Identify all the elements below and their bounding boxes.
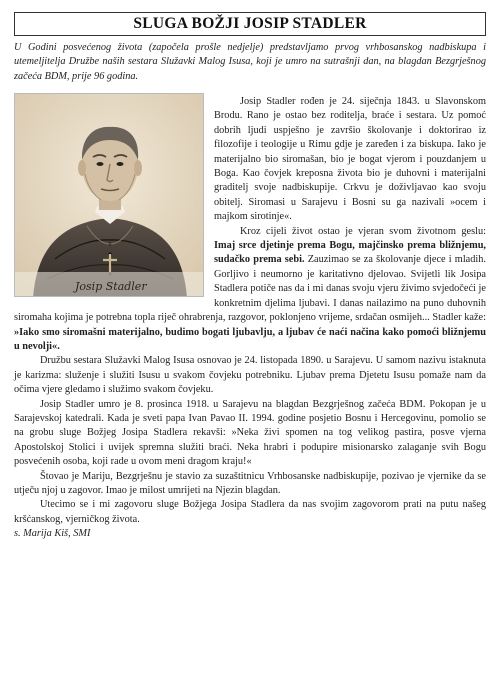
motto: Imaj srce djetinje prema Bogu, majčinsko prema bližnjemu, sudačko prema sebi. xyxy=(214,240,486,266)
paragraph-2-text-a: Kroz cijeli život ostao je vjeran svom životnom geslu: xyxy=(240,225,486,237)
paragraph-5: Štovao je Mariju, Bezgrješnu je stavio za suzaštitnicu Vrhbosanske nadbiskupije, pozivao je vjernike da se utječu njoj u zagovor. Imao je milost umrijeti na Njezin blagdan. xyxy=(14,470,486,496)
paragraph-6: Utecimo se i mi zagovoru sluge Božjega Josipa Stadlera da nas svojim zagovorom prati na putu našeg kršćanskog, vjerničkog života. xyxy=(14,499,486,525)
portrait-signature: Josip Stadler xyxy=(75,280,147,293)
title-box xyxy=(14,12,486,36)
stadler-quote: »Iako smo siromašni materijalno, budimo bogati ljubavlju, a ljubav će naći načina kako pomoći bližnjemu u nevolji«. xyxy=(14,326,486,352)
paragraph-4: Josip Stadler umro je 8. prosinca 1918. u Sarajevu na blagdan Bezgrješnog začeća BDM. Pokopan je u Sarajevskoj katedrali. Kada je sveti papa Ivan Pavao II. 1994. godine posjetio Bosnu i Hercegovinu, pomolio se na grobu sluge Božjeg Josipa Stadlera rekavši: »Neka živi spomen na tog velikog pastira, posve vjerna Apostolskoj Stolici i uvijek spremna služiti braći. Neka hrabri i podupire misionarsko zalaganje svih Bogu posvećenih osoba, koji rade u ovom meni dragom kraju!« xyxy=(14,398,486,468)
paragraph-2-text-b: Zauzimao se za školovanje djece i mladih. Gorljivo i neumorno je karitativno djelovao. Svijetli lik Josipa Stadlera potiče nas da i mi danas svoju vjeru živimo svjedočeći je konkretnim djelima ljubavi. I danas nailazimo na puno duhovnih siromaha kojima je potrebna topla riječ ohrabrenja, razgovor, poklonjeno vrijeme, srdačan osmijeh... Stadler kaže: xyxy=(14,254,486,324)
paragraph-3: Družbu sestara Služavki Malog Isusa osnovao je 24. listopada 1890. u Sarajevu. U samom nazivu istaknuta je karizma: služenje i služiti Isusu u svakom čovjeku potrebniku. Ljubav prema Djetetu Isusu pomaže nam da očima vjere gledamo i služimo svakom čovjeku. xyxy=(14,355,486,396)
article-body xyxy=(14,95,486,542)
paragraph-1: Josip Stadler rođen je 24. siječnja 1843. u Slavonskom Brodu. Rano je ostao bez roditelja, braće i sestara. Uz pomoć dobrih ljudi uspješno je završio školovanje i doktorirao iz filozofije i teologije u Rimu gdje je zaređen i za biskupa. Iako je materijalno bio siromašan, bio je bogat vjerom i pouzdanjem u Boga. Kao čovjek kreposna života bio je duhovni i materijalni graditelj svoje nadbiskupije. Crkvu je doživljavao kao svoju obitelj. Siromasi u Sarajevu i Bosni su ga nazivali »ocem i majkom sirotinje«. xyxy=(214,96,486,223)
author-signature: s. Marija Kiš, SMI xyxy=(14,528,91,540)
image-spacer xyxy=(14,95,214,307)
article-title: SLUGA BOŽJI JOSIP STADLER xyxy=(133,15,367,32)
intro-paragraph: U Godini posvećenog života (započela prošle nedjelje) predstavljamo prvog vrhbosanskog nadbiskupa i utemeljitelja Družbe naših sestara Služavki Malog Isusa, koji je umro na sutrašnji dan, na blagdan Bezgrješnog začeća BDM, prije 96 godina. xyxy=(14,42,486,82)
